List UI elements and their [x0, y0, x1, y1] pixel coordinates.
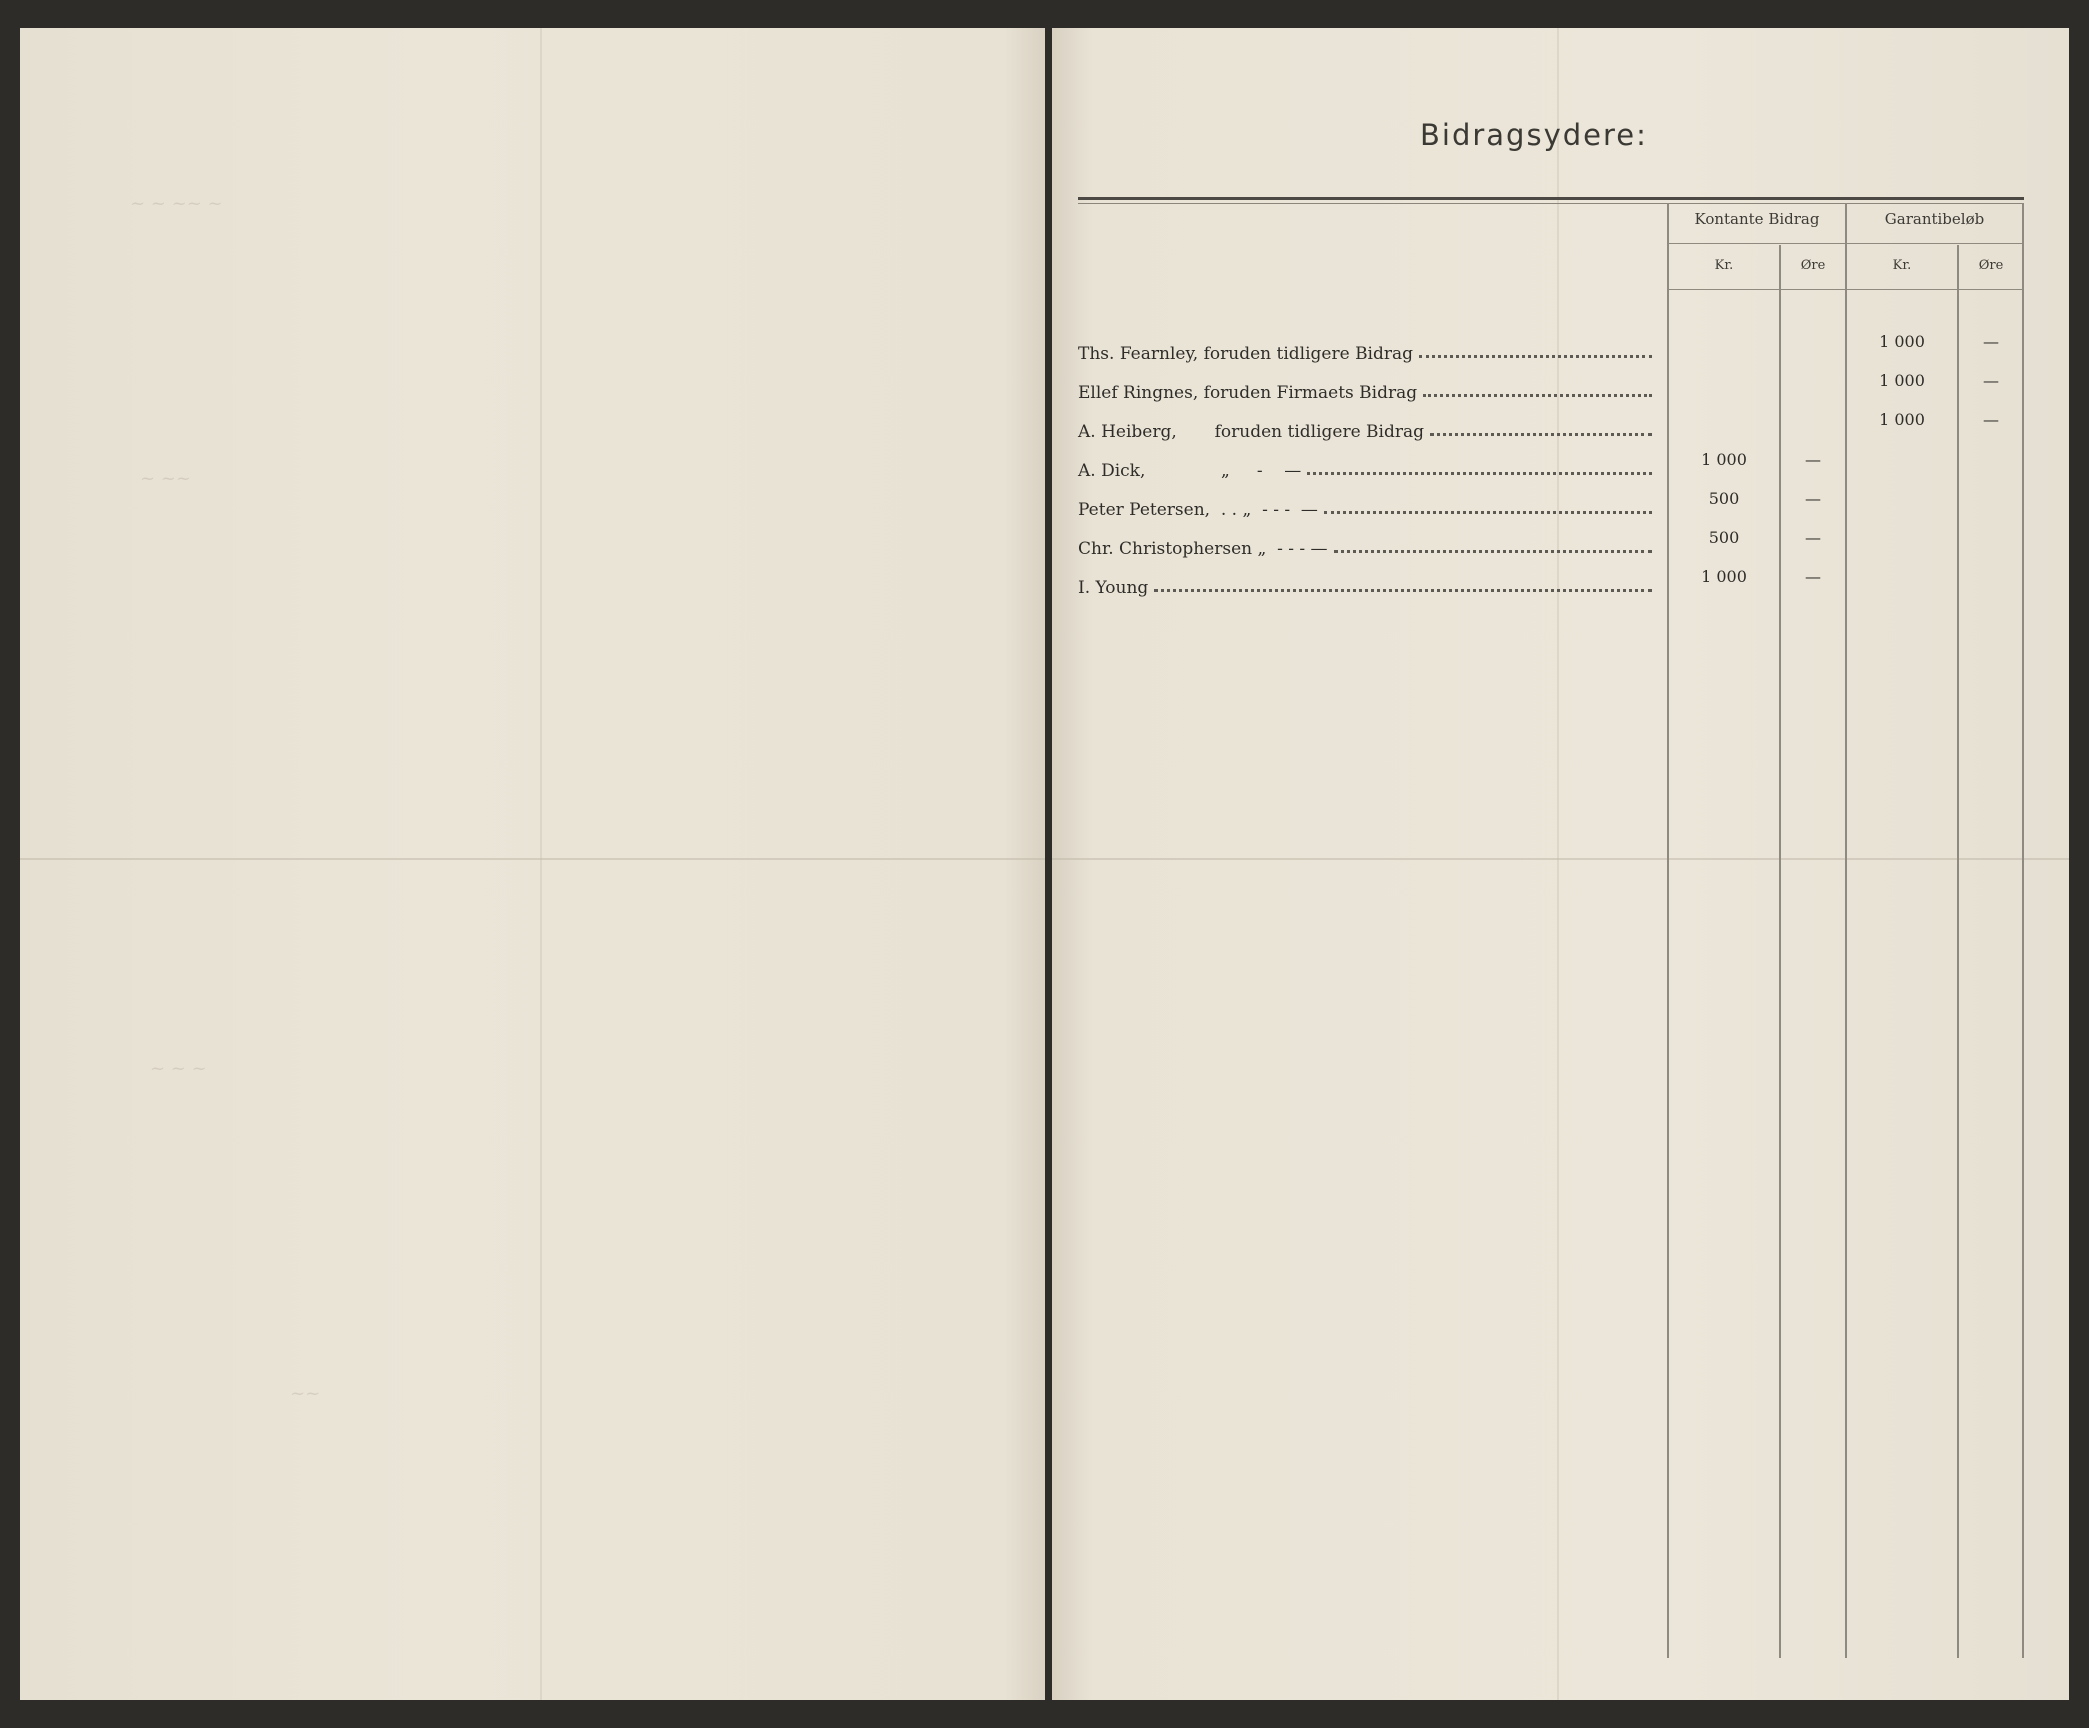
kontant-ore: —	[1805, 528, 1821, 547]
garanti-kr: 1 000	[1879, 371, 1925, 390]
contributor-name: Peter Petersen, . . „ - - - —	[1078, 500, 1318, 520]
contributor-name: A. Dick, „ - —	[1078, 461, 1302, 481]
contributor-name: Ellef Ringnes, foruden Firmaets Bidrag	[1078, 383, 1418, 403]
contributor-name: I. Young	[1078, 578, 1149, 598]
vertical-fold	[1557, 28, 1559, 1700]
garanti-ore: —	[1983, 371, 1999, 390]
document-title: Bidragsydere:	[1420, 118, 1648, 152]
garanti-ore: —	[1983, 410, 1999, 429]
column-kr: Kr.	[1892, 258, 1912, 273]
column-divider	[1957, 245, 1959, 1658]
leader-dots	[1334, 550, 1652, 553]
bleed-through-marks: ~ ~~	[140, 468, 191, 489]
column-kr: Kr.	[1714, 258, 1734, 273]
header-divider	[1667, 289, 2024, 290]
leader-dots	[1419, 355, 1652, 358]
contributor-row	[1078, 529, 1658, 559]
contributor-name: Ths. Fearnley, foruden tidligere Bidrag	[1078, 344, 1414, 364]
column-group-garanti: Garantibeløb	[1884, 210, 1985, 228]
contributor-row	[1078, 568, 1658, 598]
garanti-kr: 1 000	[1879, 332, 1925, 351]
bleed-through-marks: ~ ~ ~~ ~	[130, 193, 223, 214]
right-page	[1052, 28, 2069, 1700]
column-ore: Øre	[1800, 258, 1826, 273]
header-rule	[1078, 197, 2024, 200]
column-group-kontante: Kontante Bidrag	[1694, 210, 1820, 228]
kontant-kr: 1 000	[1701, 450, 1747, 469]
leader-dots	[1423, 394, 1652, 397]
garanti-ore: —	[1983, 332, 1999, 351]
contributor-name: Chr. Christophersen „ - - - —	[1078, 539, 1328, 559]
contributor-row	[1078, 451, 1658, 481]
kontant-kr: 1 000	[1701, 567, 1747, 586]
kontant-kr: 500	[1708, 528, 1740, 547]
leader-dots	[1307, 472, 1652, 475]
vertical-fold	[540, 28, 542, 1700]
contributor-row	[1078, 490, 1658, 520]
kontant-ore: —	[1805, 450, 1821, 469]
contributor-row	[1078, 373, 1658, 403]
bleed-through-marks: ~~	[290, 1383, 321, 1404]
left-page	[20, 28, 1045, 1700]
bleed-through-marks: ~ ~ ~	[150, 1058, 207, 1079]
horizontal-fold	[1052, 858, 2069, 860]
kontant-ore: —	[1805, 567, 1821, 586]
kontant-kr: 500	[1708, 489, 1740, 508]
column-ore: Øre	[1978, 258, 2004, 273]
column-divider	[1667, 203, 1669, 1658]
contributor-name: A. Heiberg, foruden tidligere Bidrag	[1078, 422, 1425, 442]
leader-dots	[1154, 589, 1652, 592]
header-divider	[1667, 243, 2024, 244]
horizontal-fold	[20, 858, 1045, 860]
garanti-kr: 1 000	[1879, 410, 1925, 429]
header-rule-thin	[1078, 203, 2024, 204]
leader-dots	[1430, 433, 1652, 436]
leader-dots	[1324, 511, 1652, 514]
contributor-row	[1078, 412, 1658, 442]
kontant-ore: —	[1805, 489, 1821, 508]
contributor-row	[1078, 334, 1658, 364]
